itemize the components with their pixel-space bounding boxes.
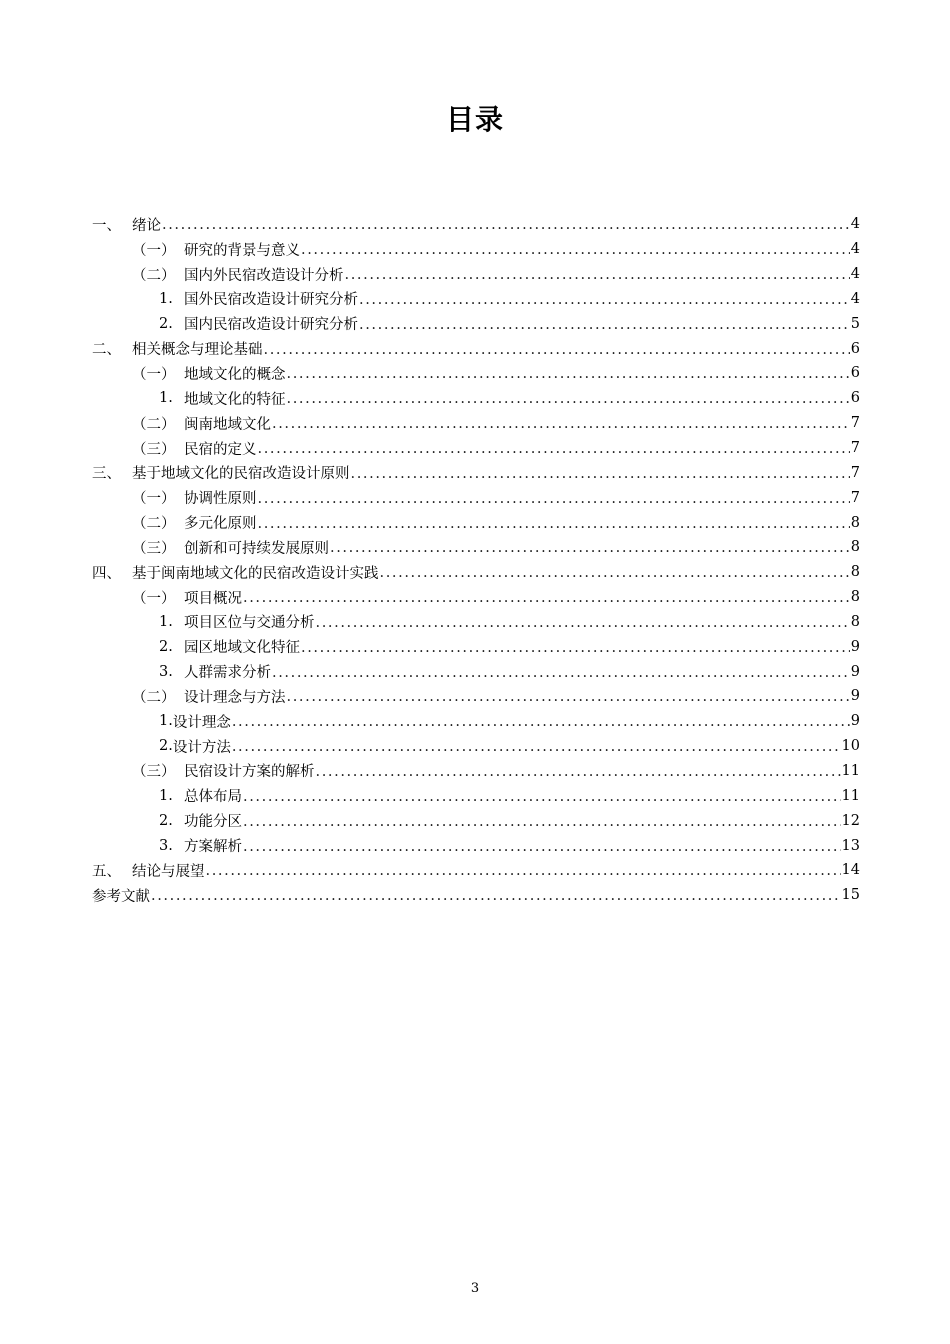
toc-entry-title: 相关概念与理论基础 bbox=[132, 342, 263, 359]
toc-entry-title: 设计方法 bbox=[172, 739, 231, 756]
toc-entry[interactable] bbox=[92, 262, 860, 287]
dot-leader bbox=[287, 366, 850, 382]
toc-entry[interactable] bbox=[92, 734, 860, 759]
toc-entry-page: 5 bbox=[850, 315, 860, 332]
toc-entry-title: 国内民宿改造设计研究分析 bbox=[184, 317, 358, 334]
toc-entry-page: 4 bbox=[850, 290, 860, 307]
toc-entry-number: 二、 bbox=[92, 342, 121, 359]
toc-entry-number: （三） bbox=[132, 540, 176, 557]
dot-leader bbox=[258, 516, 850, 532]
toc-entry[interactable] bbox=[92, 684, 860, 709]
dot-leader bbox=[345, 267, 850, 283]
dot-leader bbox=[351, 466, 850, 482]
toc-entry-number: （二） bbox=[132, 267, 176, 284]
toc-entry[interactable] bbox=[92, 411, 860, 436]
toc-entry-number: 2. bbox=[159, 812, 173, 829]
toc-entry-number: 2. bbox=[159, 738, 173, 755]
dot-leader bbox=[359, 292, 850, 308]
toc-entry[interactable] bbox=[92, 585, 860, 610]
toc-entry-title: 总体布局 bbox=[184, 789, 242, 806]
toc-entry-number: 1. bbox=[159, 390, 173, 407]
toc-entry-title: 园区地域文化特征 bbox=[184, 640, 300, 657]
toc-entry-page: 8 bbox=[850, 514, 860, 531]
toc-entry-page: 11 bbox=[841, 787, 860, 804]
dot-leader bbox=[380, 565, 850, 581]
dot-leader bbox=[232, 739, 841, 755]
toc-entry-number: 三、 bbox=[92, 466, 121, 483]
toc-entry-page: 7 bbox=[850, 464, 860, 481]
toc-entry-number: 2. bbox=[159, 315, 173, 332]
toc-entry[interactable] bbox=[92, 709, 860, 734]
toc-entry[interactable] bbox=[92, 783, 860, 808]
toc-entry[interactable] bbox=[92, 808, 860, 833]
toc-entry[interactable] bbox=[92, 510, 860, 535]
toc-entry-page: 6 bbox=[850, 340, 860, 357]
toc-entry-number: （一） bbox=[132, 491, 176, 508]
toc-entry-title: 基于地域文化的民宿改造设计原则 bbox=[132, 466, 350, 483]
toc-entry-number: 2. bbox=[159, 638, 173, 655]
toc-entry[interactable] bbox=[92, 634, 860, 659]
dot-leader bbox=[272, 416, 850, 432]
toc-entry-title: 功能分区 bbox=[184, 814, 242, 831]
dot-leader bbox=[330, 540, 850, 556]
toc-entry-page: 9 bbox=[850, 713, 860, 730]
toc-entry-page: 6 bbox=[850, 365, 860, 382]
toc-entry-page: 13 bbox=[841, 837, 860, 854]
toc-entry-title: 项目概况 bbox=[184, 590, 242, 607]
dot-leader bbox=[243, 789, 841, 805]
toc-entry-page: 7 bbox=[850, 440, 860, 457]
toc-entry[interactable] bbox=[92, 237, 860, 262]
toc-entry-page: 8 bbox=[850, 613, 860, 630]
toc-entry[interactable] bbox=[92, 858, 860, 883]
toc-entry-page: 8 bbox=[850, 589, 860, 606]
toc-entry-page: 7 bbox=[850, 489, 860, 506]
toc-entry-page: 8 bbox=[850, 564, 860, 581]
toc-entry-page: 4 bbox=[850, 241, 860, 258]
toc-entry-page: 9 bbox=[850, 688, 860, 705]
toc-entry-page: 10 bbox=[841, 738, 860, 755]
toc-entry[interactable] bbox=[92, 833, 860, 858]
toc-entry-title: 地域文化的概念 bbox=[184, 366, 286, 383]
dot-leader bbox=[151, 888, 841, 904]
dot-leader bbox=[287, 391, 850, 407]
table-of-contents bbox=[92, 212, 860, 908]
dot-leader bbox=[272, 665, 850, 681]
toc-entry-title: 方案解析 bbox=[184, 839, 242, 856]
toc-entry-page: 8 bbox=[850, 539, 860, 556]
dot-leader bbox=[258, 441, 850, 457]
toc-entry-page: 14 bbox=[841, 862, 860, 879]
toc-entry-page: 7 bbox=[850, 415, 860, 432]
toc-entry-page: 4 bbox=[850, 266, 860, 283]
toc-entry-title: 闽南地域文化 bbox=[184, 416, 271, 433]
toc-entry-title: 项目区位与交通分析 bbox=[184, 615, 315, 632]
dot-leader bbox=[258, 491, 850, 507]
toc-entry-title: 设计理念 bbox=[172, 714, 231, 731]
dot-leader bbox=[264, 342, 850, 358]
dot-leader bbox=[359, 317, 850, 333]
toc-entry-page: 11 bbox=[841, 762, 860, 779]
toc-entry[interactable] bbox=[92, 610, 860, 635]
toc-entry[interactable] bbox=[92, 535, 860, 560]
toc-entry-title: 人群需求分析 bbox=[184, 665, 271, 682]
page-number: 3 bbox=[470, 1281, 480, 1296]
toc-entry[interactable] bbox=[92, 212, 860, 237]
toc-entry-number: （二） bbox=[132, 416, 176, 433]
toc-entry-number: （一） bbox=[132, 366, 176, 383]
toc-entry-title: 国外民宿改造设计研究分析 bbox=[184, 292, 358, 309]
dot-leader bbox=[287, 689, 850, 705]
dot-leader bbox=[316, 764, 841, 780]
dot-leader bbox=[162, 217, 850, 233]
toc-entry-title: 民宿的定义 bbox=[184, 441, 257, 458]
toc-entry-title: 参考文献 bbox=[92, 888, 150, 905]
toc-entry[interactable] bbox=[92, 560, 860, 585]
toc-entry-page: 9 bbox=[850, 638, 860, 655]
toc-entry[interactable] bbox=[92, 386, 860, 411]
toc-entry-page: 12 bbox=[841, 812, 860, 829]
toc-entry-number: 五、 bbox=[92, 863, 121, 880]
toc-entry[interactable] bbox=[92, 759, 860, 784]
toc-entry-number: （二） bbox=[132, 689, 176, 706]
toc-entry-title: 协调性原则 bbox=[184, 491, 257, 508]
toc-entry-page: 6 bbox=[850, 390, 860, 407]
toc-entry-title: 地域文化的特征 bbox=[184, 391, 286, 408]
toc-entry-title: 基于闽南地域文化的民宿改造设计实践 bbox=[132, 565, 379, 582]
toc-entry[interactable] bbox=[92, 287, 860, 312]
dot-leader bbox=[301, 640, 850, 656]
dot-leader bbox=[206, 863, 841, 879]
toc-entry-number: 3. bbox=[159, 663, 173, 680]
toc-entry[interactable] bbox=[92, 311, 860, 336]
dot-leader bbox=[301, 242, 850, 258]
toc-title: 目录 bbox=[445, 103, 504, 136]
toc-entry[interactable] bbox=[92, 485, 860, 510]
toc-entry-title: 创新和可持续发展原则 bbox=[184, 540, 329, 557]
toc-entry[interactable] bbox=[92, 659, 860, 684]
dot-leader bbox=[243, 814, 841, 830]
toc-entry-number: （三） bbox=[132, 764, 176, 781]
toc-entry-title: 国内外民宿改造设计分析 bbox=[184, 267, 344, 284]
toc-entry-title: 研究的背景与意义 bbox=[184, 242, 300, 259]
toc-entry-number: （三） bbox=[132, 441, 176, 458]
toc-entry-number: 一、 bbox=[92, 217, 121, 234]
dot-leader bbox=[316, 615, 850, 631]
toc-entry-page: 9 bbox=[850, 663, 860, 680]
toc-entry-page: 4 bbox=[850, 216, 860, 233]
toc-entry-number: 1. bbox=[159, 613, 173, 630]
toc-entry[interactable] bbox=[92, 336, 860, 361]
toc-entry-number: （一） bbox=[132, 590, 176, 607]
toc-entry[interactable] bbox=[92, 460, 860, 485]
dot-leader bbox=[243, 590, 850, 606]
toc-entry-page: 15 bbox=[841, 887, 860, 904]
toc-entry-title: 民宿设计方案的解析 bbox=[184, 764, 315, 781]
toc-entry[interactable] bbox=[92, 436, 860, 461]
toc-entry[interactable] bbox=[92, 883, 860, 908]
toc-entry-title: 绪论 bbox=[132, 217, 161, 234]
toc-entry-number: （二） bbox=[132, 516, 176, 533]
toc-entry-number: （一） bbox=[132, 242, 176, 259]
dot-leader bbox=[232, 714, 850, 730]
toc-entry-number: 1. bbox=[159, 290, 173, 307]
toc-entry-number: 3. bbox=[159, 837, 173, 854]
toc-entry-number: 1. bbox=[159, 787, 173, 804]
toc-entry-number: 1. bbox=[159, 713, 173, 730]
toc-entry-title: 多元化原则 bbox=[184, 516, 257, 533]
toc-entry-number: 四、 bbox=[92, 565, 121, 582]
toc-entry-title: 设计理念与方法 bbox=[184, 689, 286, 706]
dot-leader bbox=[243, 839, 841, 855]
toc-entry-title: 结论与展望 bbox=[132, 863, 205, 880]
toc-entry[interactable] bbox=[92, 361, 860, 386]
